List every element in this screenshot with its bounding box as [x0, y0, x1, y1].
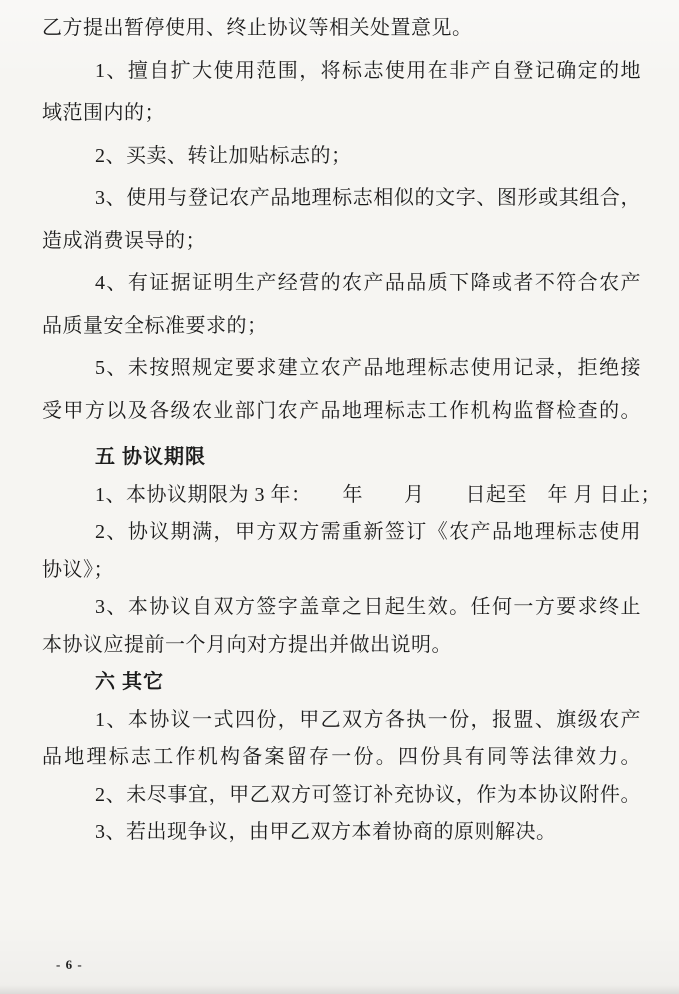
text-line: 3、使用与登记农产品地理标志相似的文字、图形或其组合，	[95, 187, 641, 209]
text-line: 2、买卖、转让加贴标志的；	[95, 144, 352, 167]
text-line: 2、协议期满，甲方双方需重新签订《农产品地理标志使用	[95, 521, 641, 543]
text-line: 1、擅自扩大使用范围，将标志使用在非产自登记确定的地	[95, 59, 641, 82]
text-line: 乙方提出暂停使用、终止协议等相关处置意见。	[42, 17, 473, 39]
section-heading: 六 其它	[95, 671, 164, 693]
text-line: 4、有证据证明生产经营的农产品品质下降或者不符合农产	[95, 272, 641, 294]
section-violation-clauses	[42, 0, 641, 432]
text-line: 1、本协议期限为 3 年： 年 月 日起至 年 月 日止；	[95, 483, 661, 506]
text-line: 3、本协议自双方签字盖章之日起生效。任何一方要求终止	[95, 596, 641, 618]
section-term-and-others	[42, 439, 661, 852]
text-line: 1、本协议一式四份，甲乙双方各执一份，报盟、旗级农产	[95, 708, 641, 731]
page-number: - 6 -	[56, 957, 83, 972]
text-line: 品质量安全标准要求的；	[42, 314, 268, 337]
text-line: 2、未尽事宜，甲乙双方可签订补充协议，作为本协议附件。	[95, 783, 641, 806]
document-body	[42, 0, 661, 852]
text-line: 受甲方以及各级农业部门农产品地理标志工作机构监督检查的。	[42, 399, 641, 422]
text-line: 本协议应提前一个月向对方提出并做出说明。	[42, 633, 452, 656]
text-line: 协议》；	[42, 558, 114, 581]
text-line: 3、若出现争议，由甲乙双方本着协商的原则解决。	[95, 821, 557, 843]
text-line: 5、未按照规定要求建立农产品地理标志使用记录，拒绝接	[95, 357, 641, 379]
text-line: 造成消费误导的；	[42, 229, 206, 252]
text-line: 品地理标志工作机构备案留存一份。四份具有同等法律效力。	[42, 746, 641, 768]
section-heading: 五 协议期限	[95, 446, 206, 468]
text-line: 域范围内的；	[42, 102, 165, 124]
